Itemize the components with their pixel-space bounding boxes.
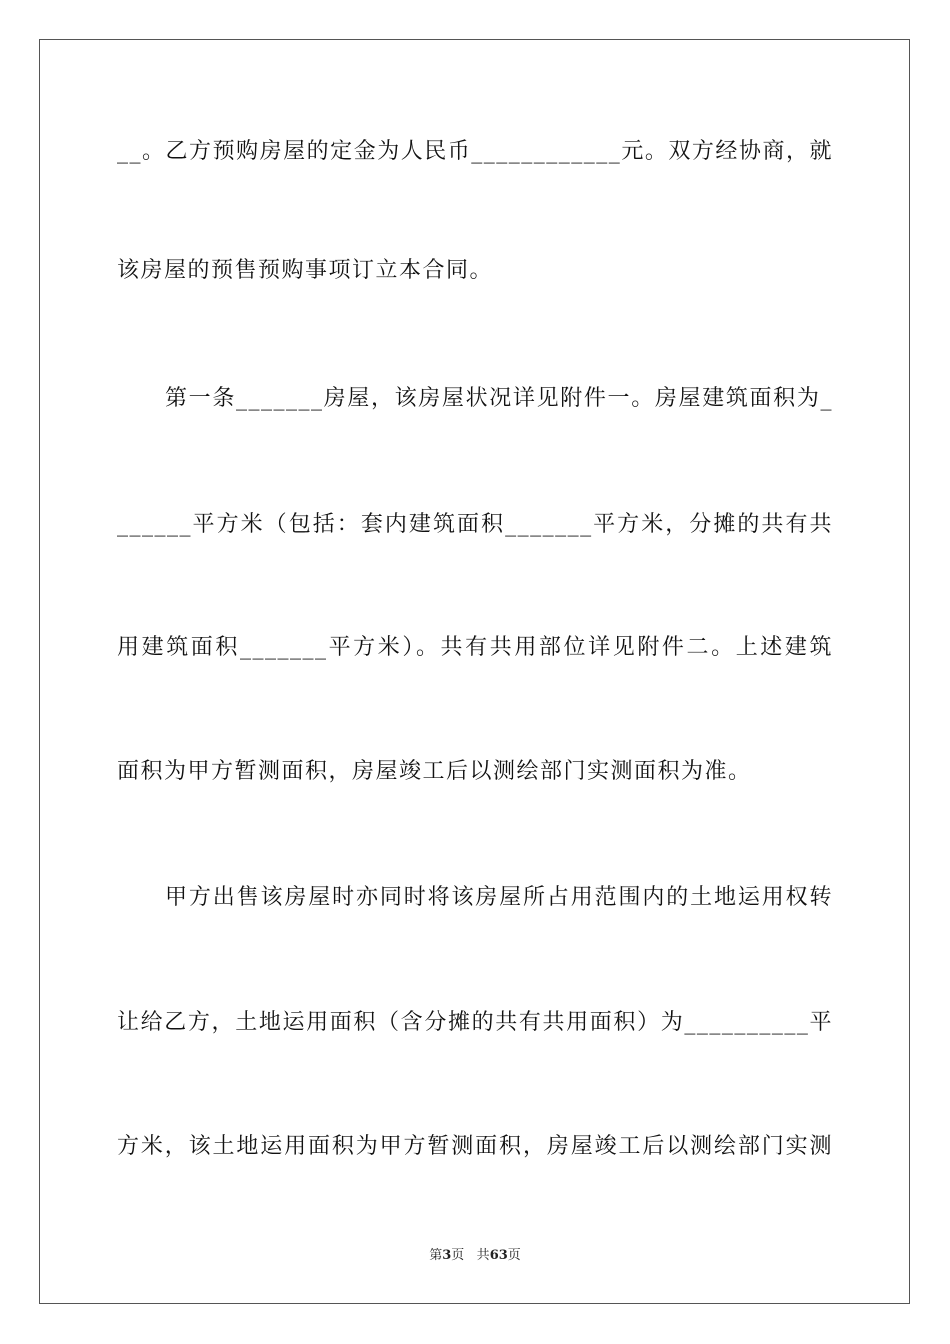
article-1-line-2: ______平方米（包括：套内建筑面积_______平方米，分摊的共有共 xyxy=(117,512,833,537)
total-prefix: 共 xyxy=(476,1248,490,1263)
land-use-line-1: 甲方出售该房屋时亦同时将该房屋所占用范围内的土地运用权转 xyxy=(165,885,833,910)
page-border xyxy=(39,39,910,1304)
land-use-line-2: 让给乙方，土地运用面积（含分摊的共有共用面积）为__________平 xyxy=(117,1010,833,1035)
page-prefix: 第 xyxy=(429,1248,443,1263)
article-1-line-3: 用建筑面积_______平方米）。共有共用部位详见附件二。上述建筑 xyxy=(117,635,833,660)
land-use-line-3: 方米，该土地运用面积为甲方暂测面积，房屋竣工后以测绘部门实测 xyxy=(117,1134,833,1159)
paragraph-line-2: 该房屋的预售预购事项订立本合同。 xyxy=(117,258,494,283)
page-footer xyxy=(0,1247,950,1265)
page-suffix: 页 xyxy=(451,1248,465,1263)
article-1-line-4: 面积为甲方暂测面积，房屋竣工后以测绘部门实测面积为准。 xyxy=(117,759,752,784)
total-suffix: 页 xyxy=(507,1248,521,1263)
page-number: 3 xyxy=(442,1248,452,1263)
paragraph-line-1: __。乙方预购房屋的定金为人民币____________元。双方经协商，就 xyxy=(117,139,833,164)
article-1-line-1: 第一条_______房屋，该房屋状况详见附件一。房屋建筑面积为_ xyxy=(165,386,833,411)
total-pages: 63 xyxy=(489,1248,508,1263)
